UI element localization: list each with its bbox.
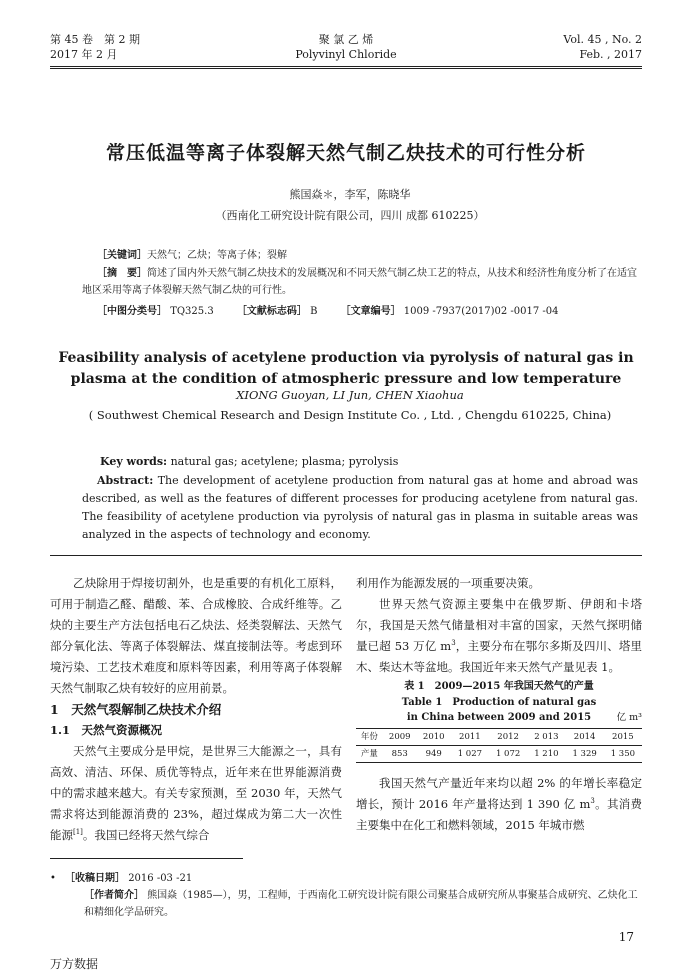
received-date bbox=[50, 870, 642, 887]
keywords-cn bbox=[97, 248, 638, 264]
doc-code-label: ［文献标志码］ bbox=[236, 306, 307, 317]
abstract-en bbox=[82, 472, 638, 544]
header-rule-top bbox=[50, 66, 642, 67]
authors-cn: 熊国焱＊，李军，陈晓华 bbox=[289, 188, 411, 201]
year-cell: 2012 bbox=[497, 732, 519, 742]
footnote-rule bbox=[50, 858, 243, 859]
output-cell: 1 072 bbox=[495, 749, 521, 759]
abstract-cn-text: 简述了国内外天然气制乙炔技术的发展概况和不同天然气制乙炔工艺的特点，从技术和经济性角度分析了在适宜地区采用等离子体裂解天然气制乙炔的可行性。 bbox=[82, 268, 637, 296]
watermark: 万方数据 bbox=[50, 957, 99, 971]
output-cell: 1 027 bbox=[457, 749, 483, 759]
year-cell: 2009 bbox=[388, 732, 411, 742]
article-no-value: 1009 -7937(2017)02 -0017 -04 bbox=[403, 306, 559, 317]
clc-label: ［中图分类号］ bbox=[97, 306, 167, 317]
keywords-cn-label: ［关键词］ bbox=[97, 250, 147, 261]
header-center bbox=[50, 32, 642, 62]
table-unit: 亿 m³ bbox=[616, 712, 642, 723]
header-rule-bottom bbox=[50, 68, 642, 69]
volume-cn: 第 45 卷 第 2 期 bbox=[50, 33, 140, 46]
page-number: 17 bbox=[618, 930, 634, 944]
year-cell: 2011 bbox=[459, 732, 481, 742]
row-header-output: 产量 bbox=[360, 749, 378, 759]
author-bio-label: ［作者简介］ bbox=[84, 890, 144, 901]
section-heading-1-1: 1.1 天然气资源概况 bbox=[50, 723, 163, 737]
para1-text: 天然气主要成分是甲烷，是世界三大能源之一，具有高效、清洁、环保、质优等特点，近年来在世界能源消费中的需求越来越大。有关专家预测，至 2030 年，天然气需求将达到能源消费的 23%，超过煤成为第二大一次性能源 bbox=[50, 744, 342, 842]
keywords-cn-text: 天然气；乙炔；等离子体；裂解 bbox=[147, 250, 287, 261]
year-cell: 2 013 bbox=[534, 732, 559, 742]
keywords-en-label: Key words: bbox=[100, 455, 168, 468]
date-en: Feb. , 2017 bbox=[579, 48, 642, 61]
abstract-en-text: The development of acetylene production from natural gas at home and abroad was described, as well as the features of different processes for producing acetylene from natural gas. The feasibility of acetylene production via pyrolysis of natural gas in plasma in suitable areas was analyzed in the aspects of technology and economy. bbox=[82, 474, 639, 541]
para2-text: 世界天然气资源主要集中在俄罗斯、伊朗和卡塔尔，我国是天然气储量相对丰富的国家，天然气探明储量已超 53 万亿 m bbox=[356, 597, 642, 653]
clc-value: TQ325.3 bbox=[170, 306, 214, 317]
table-header-row bbox=[356, 729, 642, 746]
footnote bbox=[50, 870, 642, 921]
paragraph-production-growth bbox=[356, 773, 642, 836]
para2-end: ，主要分布在鄂尔多斯及四川、塔里木、柴达木等盆地。我国近年来天然气产量见表 1。 bbox=[356, 639, 642, 674]
bullet-icon: • bbox=[50, 873, 56, 884]
abstract-cn-label: ［摘 要］ bbox=[97, 268, 147, 279]
running-header bbox=[50, 32, 642, 66]
production-table bbox=[356, 728, 642, 763]
journal-cn: 聚 氯 乙 烯 bbox=[318, 33, 374, 46]
header-right bbox=[563, 32, 642, 62]
year-cell: 2015 bbox=[612, 732, 634, 742]
section-heading-1: 1 天然气裂解制乙炔技术介绍 bbox=[50, 702, 222, 717]
year-cell: 2014 bbox=[573, 732, 596, 742]
body-column-right bbox=[356, 573, 642, 836]
article-no-label: ［文章编号］ bbox=[340, 306, 401, 317]
para1-end: 。我国已经将天然气综合 bbox=[82, 828, 210, 842]
classification-line bbox=[97, 302, 638, 317]
received-label: ［收稿日期］ bbox=[65, 873, 125, 884]
received-value: 2016 -03 -21 bbox=[128, 873, 193, 884]
volume-en: Vol. 45 , No. 2 bbox=[563, 33, 642, 46]
authors-en: XIONG Guoyan, LI Jun, CHEN Xiaohua bbox=[236, 388, 464, 402]
para2-superscript: 3 bbox=[451, 639, 456, 648]
output-cell: 1 350 bbox=[610, 749, 636, 759]
paper-title-cn: 常压低温等离子体裂解天然气制乙炔技术的可行性分析 bbox=[105, 142, 586, 164]
author-bio bbox=[50, 887, 642, 921]
journal-en: Polyvinyl Chloride bbox=[295, 48, 397, 61]
table-caption-en-2: in China between 2009 and 2015 bbox=[406, 712, 592, 723]
para1-continued: 利用作为能源发展的一项重要决策。 bbox=[356, 576, 540, 590]
date-cn: 2017 年 2 月 bbox=[50, 48, 118, 61]
body-column-left bbox=[50, 573, 342, 846]
output-cell: 853 bbox=[391, 749, 408, 759]
section-divider bbox=[50, 555, 642, 556]
affiliation-cn: （西南化工研究设计院有限公司，四川 成都 610225） bbox=[215, 209, 485, 222]
table-caption-en-1: Table 1 Production of natural gas bbox=[401, 697, 597, 708]
paragraph-reserves bbox=[356, 594, 642, 678]
table-caption-row bbox=[356, 710, 642, 725]
keywords-en bbox=[100, 455, 638, 468]
output-cell: 1 329 bbox=[572, 749, 597, 759]
table-row bbox=[356, 746, 642, 763]
para3-text: 我国天然气产量近年来均以超 2% 的年增长率稳定增长，预计 2016 年产量将达到 1 390 亿 m bbox=[356, 776, 642, 811]
paper-title-en: Feasibility analysis of acetylene production via pyrolysis of natural gas in plasma at the condition of atmospheric pressure and low temperature bbox=[58, 350, 634, 387]
doc-code-value: B bbox=[310, 306, 318, 317]
para3-superscript: 3 bbox=[590, 797, 595, 806]
abstract-cn bbox=[82, 265, 638, 299]
abstract-en-label: Abstract: bbox=[97, 474, 154, 487]
output-cell: 949 bbox=[425, 749, 442, 759]
affiliation-en: ( Southwest Chemical Research and Design Institute Co. , Ltd. , Chengdu 610225, China) bbox=[88, 408, 612, 422]
output-cell: 1 210 bbox=[534, 749, 559, 759]
keywords-en-text: natural gas; acetylene; plasma; pyrolysis bbox=[170, 455, 399, 468]
citation-ref: [1] bbox=[73, 828, 83, 837]
para3-mid: 。其消费主要集中在化工和燃料领域，2015 年城市燃 bbox=[356, 797, 643, 832]
row-header-year: 年份 bbox=[360, 732, 378, 742]
author-bio-text: 熊国焱（1985—），男，工程师，于西南化工研究设计院有限公司聚基合成研究所从事聚基合成研究、乙炔化工和精细化学品研究。 bbox=[84, 890, 638, 918]
intro-paragraph: 乙炔除用于焊接切割外，也是重要的有机化工原料，可用于制造乙醛、醋酸、苯、合成橡胶、合成纤维等。乙炔的主要生产方法包括电石乙炔法、烃类裂解法、天然气部分氧化法、等离子体裂解法、煤直接制法等。考虑到环境污染、工艺技术难度和原料等因素，利用等离子体裂解天然气制取乙炔有较好的应用前景。 bbox=[50, 576, 342, 695]
table-caption-cn: 表 1 2009—2015 年我国天然气的产量 bbox=[404, 681, 594, 692]
paragraph-natural-gas bbox=[50, 741, 342, 846]
year-cell: 2010 bbox=[422, 732, 445, 742]
